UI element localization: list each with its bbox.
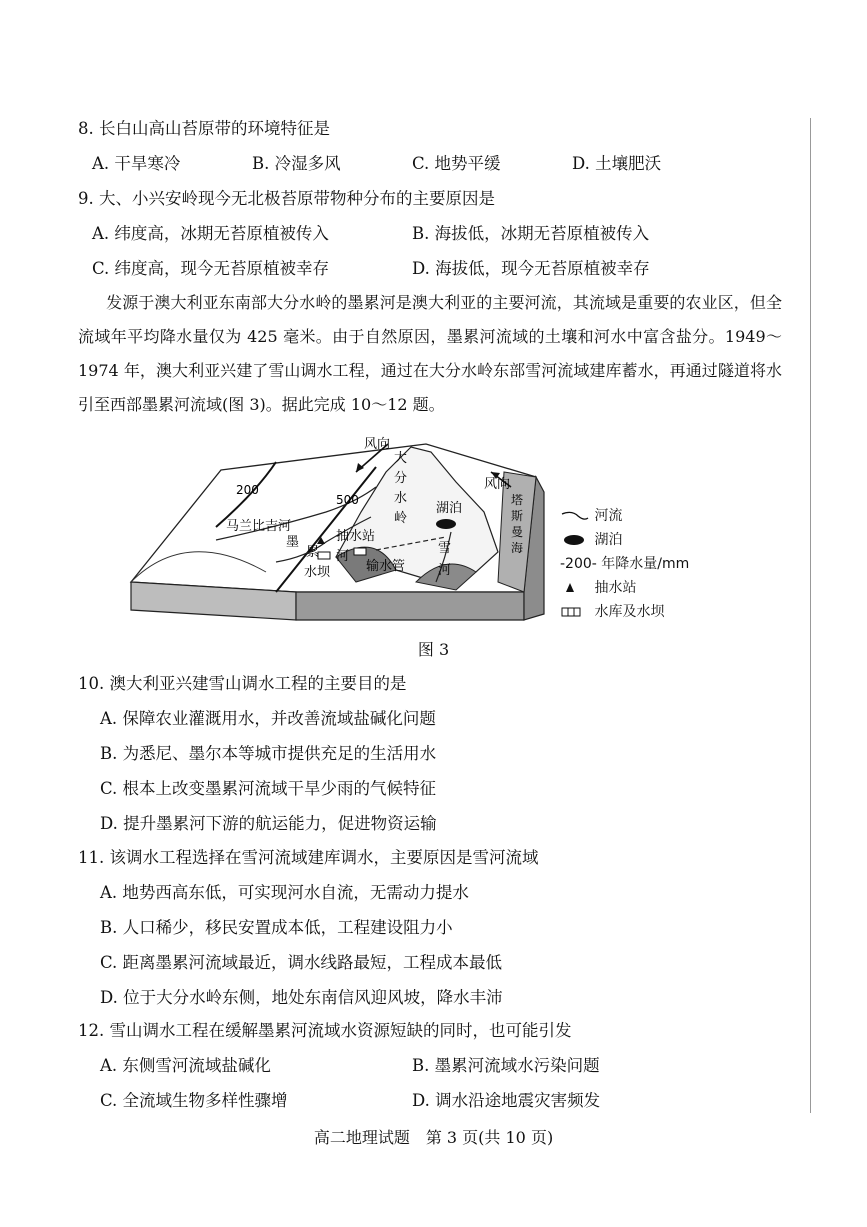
snowy-char-1: 雪	[438, 541, 452, 556]
q12-option-b: B. 墨累河流域水污染问题	[412, 1056, 600, 1075]
page-margin-line	[810, 118, 811, 1113]
q10-option-d: D. 提升墨累河下游的航运能力，促进物资运输	[100, 814, 437, 833]
q8-option-b: B. 冷湿多风	[252, 154, 341, 173]
q12-option-d: D. 调水沿途地震灾害频发	[412, 1091, 601, 1110]
wind-label-east: 风向	[484, 477, 511, 492]
q11-option-b: B. 人口稀少，移民安置成本低，工程建设阻力小	[100, 918, 453, 937]
q8-option-a: A. 干旱寒冷	[92, 154, 181, 173]
murray-char-2: 累	[306, 545, 320, 560]
isohyet-icon: -200- 年降水量/mm	[560, 556, 690, 572]
page-footer: 高二地理试题 第 3 页(共 10 页)	[313, 1128, 554, 1147]
pump-label: 抽水站	[336, 529, 376, 544]
q8-option-c: C. 地势平缓	[412, 154, 501, 173]
legend-pump-station: 抽水站	[560, 577, 636, 597]
q10-option-a: A. 保障农业灌溉用水，并改善流域盐碱化问题	[100, 709, 436, 728]
reservoir-marker	[354, 548, 366, 555]
q10-option-c: C. 根本上改变墨累河流域干旱少雨的气候特征	[100, 779, 437, 798]
wind-label-west: 风向	[364, 437, 391, 452]
pump-station-icon	[560, 580, 590, 596]
murray-char-3: 河	[336, 549, 350, 564]
legend-lake: 湖泊	[560, 529, 622, 549]
lake-label: 湖泊	[436, 501, 463, 516]
q9-option-d: D. 海拔低，现今无苔原植被幸存	[412, 259, 650, 278]
q8-stem: 8. 长白山高山苔原带的环境特征是	[78, 119, 330, 138]
range-char-4: 岭	[394, 511, 408, 526]
isohyet-500-label: 500	[336, 493, 359, 507]
q8-option-d: D. 土壤肥沃	[572, 154, 662, 173]
range-char-2: 分	[394, 471, 408, 486]
legend-reservoir-dam: 水库及水坝	[560, 601, 664, 621]
dam-label: 水坝	[304, 565, 331, 580]
q11-stem: 11. 该调水工程选择在雪河流域建库调水，主要原因是雪河流域	[78, 848, 539, 867]
river-icon	[560, 508, 590, 524]
lake-icon	[560, 532, 590, 548]
q9-option-b: B. 海拔低，冰期无苔原植被传入	[412, 224, 650, 243]
tasman-char-1: 塔	[511, 493, 524, 507]
q12-option-c: C. 全流域生物多样性骤增	[100, 1091, 288, 1110]
murrumbidgee-label: 马兰比吉河	[226, 519, 292, 534]
q9-option-c: C. 纬度高，现今无苔原植被幸存	[92, 259, 330, 278]
q10-stem: 10. 澳大利亚兴建雪山调水工程的主要目的是	[78, 674, 407, 693]
q11-option-d: D. 位于大分水岭东侧，地处东南信风迎风坡，降水丰沛	[100, 988, 503, 1007]
isohyet-200-label: 200	[236, 483, 259, 497]
tasman-char-2: 斯	[511, 509, 524, 523]
q10-option-b: B. 为悉尼、墨尔本等城市提供充足的生活用水	[100, 744, 437, 763]
q11-option-a: A. 地势西高东低，可实现河水自流，无需动力提水	[100, 883, 469, 902]
figure-caption: 图 3	[417, 640, 450, 659]
legend-isohyet	[560, 553, 689, 573]
reading-passage	[78, 286, 782, 422]
range-char-1: 大	[394, 451, 408, 466]
q12-option-a: A. 东侧雪河流域盐碱化	[100, 1056, 271, 1075]
q12-stem: 12. 雪山调水工程在缓解墨累河流域水资源短缺的同时，也可能引发	[78, 1021, 572, 1040]
pipe-label: 输水管	[366, 559, 406, 574]
reservoir-dam-icon	[560, 604, 590, 620]
q9-option-a: A. 纬度高，冰期无苔原植被传入	[92, 224, 329, 243]
passage-text: 发源于澳大利亚东南部大分水岭的墨累河是澳大利亚的主要河流，其流域是重要的农业区，但全流域年平均降水量仅为 425 毫米。由于自然原因，墨累河流域的土壤和河水中富含盐分。1949～1974 年，澳大利亚兴建了雪山调水工程，通过在大分水岭东部雪河流域建库蓄水，再通过隧道将水引至西部墨累河流域(图 3)。据此完成 10～12 题。	[78, 293, 782, 414]
figure-3-block-diagram	[126, 432, 546, 622]
lake-marker	[436, 519, 456, 529]
tasman-char-4: 海	[511, 541, 524, 555]
murray-char-1: 墨	[286, 535, 300, 550]
q11-option-c: C. 距离墨累河流域最近，调水线路最短，工程成本最低	[100, 953, 503, 972]
snowy-char-2: 河	[438, 563, 452, 578]
dam-marker	[318, 552, 330, 559]
range-char-3: 水	[394, 491, 408, 506]
q9-stem: 9. 大、小兴安岭现今无北极苔原带物种分布的主要原因是	[78, 189, 495, 208]
legend-river: 河流	[560, 505, 622, 525]
tasman-char-3: 曼	[511, 525, 524, 539]
